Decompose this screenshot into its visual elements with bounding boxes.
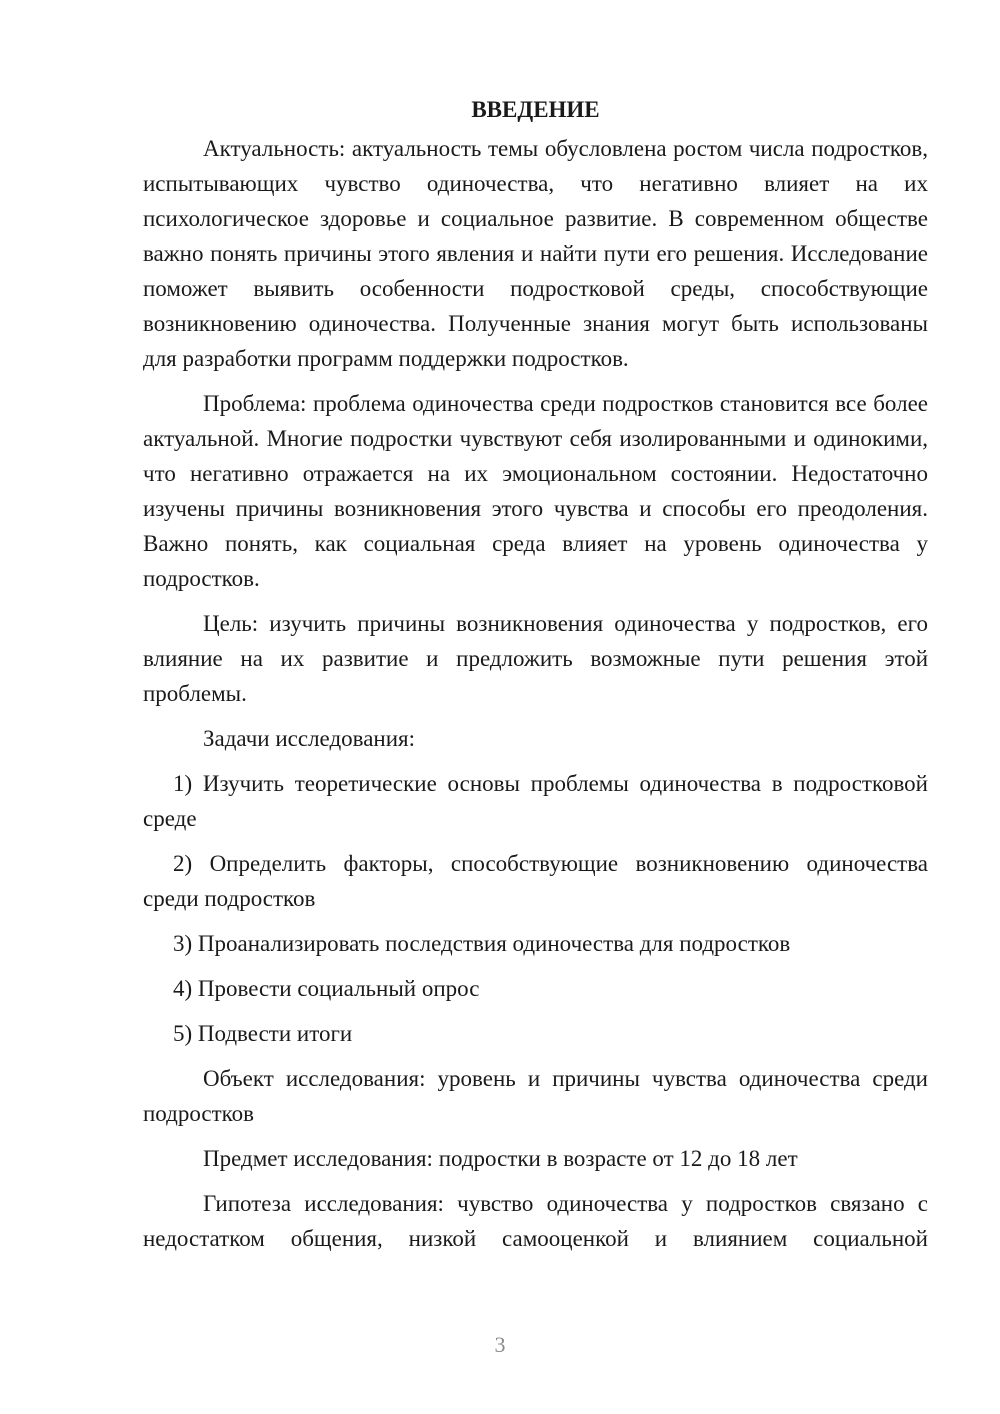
problem-paragraph: Проблема: проблема одиночества среди подростков становится все более актуальной. Многие подростки чувствуют себя изолированными и одинокими, что негативно отражается на их эмоциональном состоянии. Недостаточно изучены причины возникновения этого чувства и способы его преодоления. Важно понять, как социальная среда влияет на уровень одиночества у подростков. xyxy=(143,391,928,591)
list-item: 5) Подвести итоги xyxy=(173,1021,353,1046)
list-item: 4) Провести социальный опрос xyxy=(173,976,480,1001)
page-content xyxy=(143,92,928,1266)
hypothesis-paragraph: Гипотеза исследования: чувство одиночества у подростков связано с недостатком общения, низкой самооценкой и влиянием социальной xyxy=(143,1191,928,1251)
goal-paragraph: Цель: изучить причины возникновения одиночества у подростков, его влияние на их развитие и предложить возможные пути решения этой проблемы. xyxy=(143,611,928,706)
section-heading: ВВЕДЕНИЕ xyxy=(471,97,600,122)
subject-paragraph: Предмет исследования: подростки в возрасте от 12 до 18 лет xyxy=(203,1146,798,1171)
tasks-title: Задачи исследования: xyxy=(203,726,416,751)
page-number: 3 xyxy=(494,1332,506,1357)
list-item: 2) Определить факторы, способствующие возникновению одиночества среди подростков xyxy=(143,851,928,911)
list-item: 3) Проанализировать последствия одиночества для подростков xyxy=(173,931,791,956)
list-item: 1) Изучить теоретические основы проблемы одиночества в подростковой среде xyxy=(143,771,928,831)
relevance-paragraph: Актуальность: актуальность темы обусловлена ростом числа подростков, испытывающих чувство одиночества, что негативно влияет на их психологическое здоровье и социальное развитие. В современном обществе важно понять причины этого явления и найти пути его решения. Исследование поможет выявить особенности подростковой среды, способствующие возникновению одиночества. Полученные знания могут быть использованы для разработки программ поддержки подростков. xyxy=(143,136,928,371)
object-paragraph: Объект исследования: уровень и причины чувства одиночества среди подростков xyxy=(143,1066,928,1126)
tasks-list xyxy=(143,766,928,1051)
